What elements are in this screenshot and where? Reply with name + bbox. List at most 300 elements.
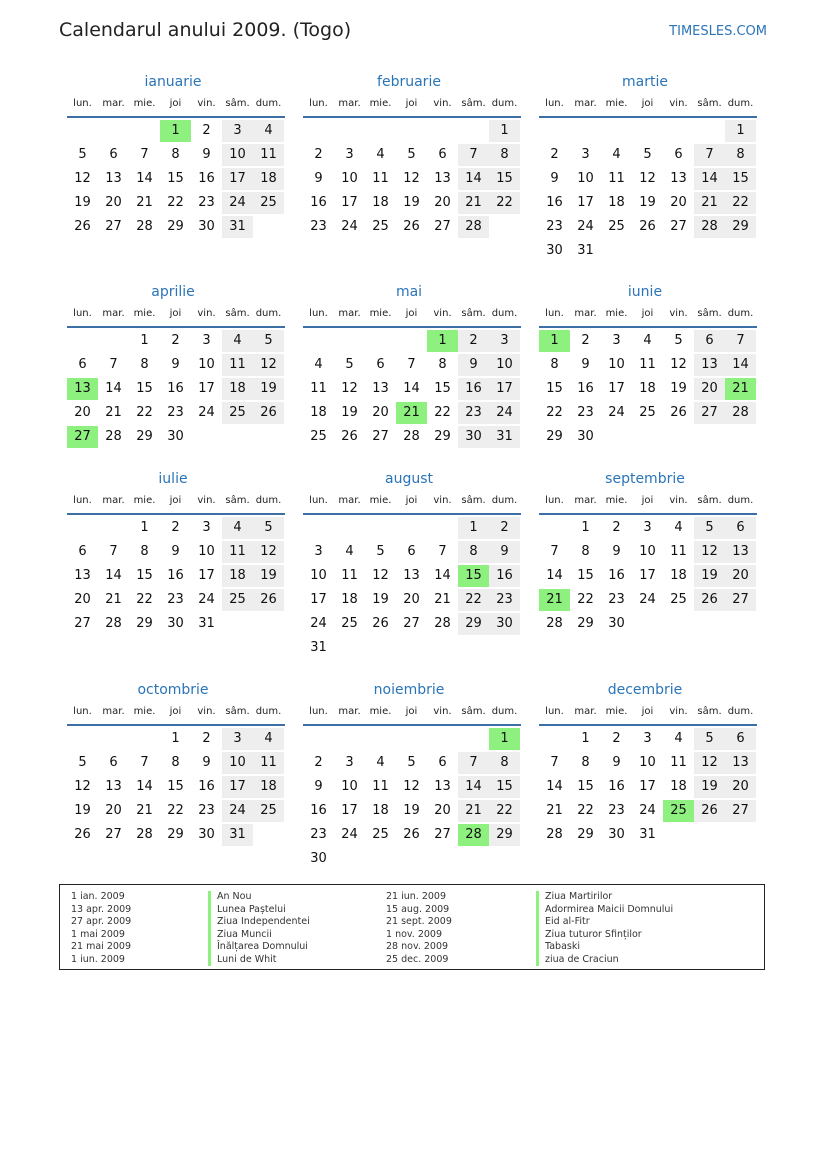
day-cell: 11 [222, 354, 253, 376]
day-cell: 16 [577, 381, 594, 396]
day-cell: 1 [489, 120, 520, 142]
day-cell: 11 [341, 568, 358, 583]
day-cell: 8 [458, 541, 489, 563]
month-name: decembrie [607, 682, 683, 698]
day-cell: 16 [489, 565, 520, 587]
legend-holiday-name: ziua de Craciun [536, 954, 673, 967]
legend-holiday-date: 28 nov. 2009 [386, 941, 449, 952]
day-cell: 25 [372, 827, 389, 842]
weekday-label: mar. [574, 308, 597, 319]
day-cell: 9 [489, 541, 520, 563]
day-cell: 20 [725, 776, 756, 798]
day-cell: 8 [550, 357, 559, 372]
day-cell: 15 [489, 776, 520, 798]
day-cell: 31 [222, 216, 253, 238]
day-cell: 8 [140, 357, 149, 372]
legend-holiday-name: Ziua Martirilor [536, 891, 673, 904]
day-cell: 18 [372, 195, 389, 210]
day-cell: 26 [74, 219, 91, 234]
day-cell: 11 [253, 752, 284, 774]
day-cell: 12 [74, 779, 91, 794]
day-cell: 27 [670, 219, 687, 234]
day-cell: 27 [725, 589, 756, 611]
day-cell: 15 [167, 171, 184, 186]
legend-names-right [536, 891, 673, 966]
day-cell: 23 [489, 589, 520, 611]
weekday-label: mar. [574, 98, 597, 109]
day-cell: 30 [198, 827, 215, 842]
month-name: iunie [627, 284, 663, 300]
day-cell: 28 [403, 429, 420, 444]
day-cell: 29 [577, 827, 594, 842]
weekday-label: vin. [433, 706, 452, 717]
weekday-label: sâm. [461, 706, 486, 717]
weekday-label: mie. [133, 308, 156, 319]
weekday-label: vin. [669, 706, 688, 717]
weekday-label: sâm. [697, 308, 722, 319]
day-cell: 15 [546, 381, 563, 396]
day-cell: 13 [694, 354, 725, 376]
legend-dates-right [386, 891, 452, 966]
day-cell: 3 [643, 731, 652, 746]
day-cell: 22 [167, 803, 184, 818]
day-cell: 5 [407, 147, 416, 162]
day-cell: 14 [105, 568, 122, 583]
day-cell: 28 [546, 827, 563, 842]
day-cell: 1 [581, 520, 590, 535]
day-cell: 4 [222, 517, 253, 539]
day-cell: 5 [694, 517, 725, 539]
day-cell: 4 [376, 147, 385, 162]
day-cell: 12 [403, 171, 420, 186]
day-cell: 6 [438, 147, 447, 162]
day-cell: 27 [403, 616, 420, 631]
weekday-label: mie. [369, 308, 392, 319]
day-cell: 24 [577, 219, 594, 234]
weekday-header [303, 308, 521, 328]
day-cell: 22 [577, 803, 594, 818]
legend-names-left [208, 891, 310, 966]
day-cell: 7 [725, 330, 756, 352]
legend-holiday-name: Ziua tuturor Sfinților [536, 929, 673, 942]
weekday-label: lun. [309, 495, 328, 506]
day-cell: 25 [222, 589, 253, 611]
day-cell: 21 [458, 192, 489, 214]
weekday-label: dum. [727, 706, 754, 717]
day-cell: 13 [372, 381, 389, 396]
weekday-label: vin. [197, 98, 216, 109]
day-cell: 30 [608, 827, 625, 842]
day-cell: 20 [105, 195, 122, 210]
day-cell: 27 [372, 429, 389, 444]
day-cell: 3 [345, 147, 354, 162]
day-cell: 21 [458, 800, 489, 822]
day-cell: 4 [674, 731, 683, 746]
day-cell: 7 [438, 544, 447, 559]
day-cell: 22 [136, 592, 153, 607]
day-cell: 8 [438, 357, 447, 372]
day-cell: 30 [489, 613, 520, 635]
day-cell: 5 [674, 333, 683, 348]
day-cell: 1 [581, 731, 590, 746]
holiday-day-cell: 28 [458, 824, 489, 846]
weekday-label: mar. [574, 706, 597, 717]
day-cell: 3 [202, 333, 211, 348]
day-cell: 23 [310, 219, 327, 234]
day-cell: 2 [171, 520, 180, 535]
day-cell: 14 [403, 381, 420, 396]
day-cell: 20 [725, 565, 756, 587]
day-cell: 24 [198, 405, 215, 420]
day-cell: 22 [725, 192, 756, 214]
day-cell: 24 [489, 402, 520, 424]
day-cell: 9 [171, 544, 180, 559]
weekday-label: dum. [727, 308, 754, 319]
weekday-label: joi [169, 495, 182, 506]
weekday-header [67, 706, 285, 726]
day-cell: 4 [376, 755, 385, 770]
day-cell: 19 [253, 378, 284, 400]
day-cell: 5 [376, 544, 385, 559]
weekday-label: dum. [491, 98, 518, 109]
day-cell: 6 [376, 357, 385, 372]
day-cell: 6 [78, 357, 87, 372]
day-cell: 3 [345, 755, 354, 770]
day-cell: 26 [694, 589, 725, 611]
day-cell: 19 [403, 803, 420, 818]
day-cell: 29 [546, 429, 563, 444]
day-cell: 14 [458, 168, 489, 190]
day-cell: 14 [434, 568, 451, 583]
day-cell: 27 [105, 219, 122, 234]
day-cell: 10 [639, 544, 656, 559]
weekday-label: sâm. [461, 308, 486, 319]
weekday-label: mar. [338, 495, 361, 506]
legend-holiday-name: Înălțarea Domnului [208, 941, 310, 954]
day-cell: 25 [253, 192, 284, 214]
day-cell: 18 [670, 779, 687, 794]
holiday-day-cell: 25 [663, 800, 694, 822]
weekday-label: joi [169, 98, 182, 109]
legend-holiday-date: 13 apr. 2009 [71, 903, 132, 915]
day-cell: 8 [581, 755, 590, 770]
day-cell: 2 [171, 333, 180, 348]
weekday-label: lun. [545, 495, 564, 506]
day-cell: 26 [694, 800, 725, 822]
day-cell: 24 [310, 616, 327, 631]
day-cell: 30 [608, 616, 625, 631]
day-cell: 10 [577, 171, 594, 186]
day-cell: 11 [670, 544, 687, 559]
day-cell: 11 [670, 755, 687, 770]
day-cell: 12 [372, 568, 389, 583]
day-cell: 26 [639, 219, 656, 234]
day-cell: 21 [105, 592, 122, 607]
day-cell: 10 [310, 568, 327, 583]
weekday-label: dum. [727, 98, 754, 109]
weekday-header [67, 308, 285, 328]
day-cell: 4 [643, 333, 652, 348]
day-cell: 20 [372, 405, 389, 420]
weekday-label: lun. [545, 308, 564, 319]
legend-holiday-date: 1 mai 2009 [71, 928, 125, 940]
day-cell: 5 [253, 330, 284, 352]
day-cell: 31 [639, 827, 656, 842]
legend-holiday-date: 15 aug. 2009 [386, 903, 450, 915]
weekday-label: mar. [102, 98, 125, 109]
weekday-label: mar. [338, 308, 361, 319]
day-cell: 25 [608, 219, 625, 234]
day-cell: 20 [74, 592, 91, 607]
day-cell: 20 [74, 405, 91, 420]
day-cell: 16 [458, 378, 489, 400]
day-cell: 18 [310, 405, 327, 420]
day-cell: 8 [140, 544, 149, 559]
legend-holiday-name: Eid al-Fitr [536, 916, 673, 929]
weekday-header [539, 98, 757, 118]
day-cell: 22 [489, 800, 520, 822]
weekday-label: sâm. [461, 495, 486, 506]
day-cell: 1 [725, 120, 756, 142]
weekday-label: dum. [255, 706, 282, 717]
day-cell: 2 [458, 330, 489, 352]
legend-holiday-name: Lunea Paștelui [208, 904, 310, 917]
legend-holiday-name: Luni de Whit [208, 954, 310, 967]
page-title: Calendarul anului 2009. (Togo) [59, 19, 352, 41]
weekday-label: mar. [338, 98, 361, 109]
day-cell: 16 [167, 568, 184, 583]
holiday-day-cell: 1 [539, 330, 570, 352]
day-cell: 1 [140, 333, 149, 348]
holiday-day-cell: 1 [489, 728, 520, 750]
month-name: septembrie [605, 471, 685, 487]
day-cell: 16 [608, 568, 625, 583]
day-cell: 15 [577, 779, 594, 794]
day-cell: 12 [639, 171, 656, 186]
day-cell: 27 [74, 616, 91, 631]
holiday-day-cell: 21 [725, 378, 756, 400]
weekday-label: vin. [197, 495, 216, 506]
day-cell: 14 [546, 779, 563, 794]
holiday-day-cell: 27 [67, 426, 98, 448]
day-cell: 20 [434, 195, 451, 210]
weekday-label: mie. [133, 706, 156, 717]
day-cell: 19 [74, 195, 91, 210]
weekday-label: dum. [491, 495, 518, 506]
weekday-label: mie. [369, 706, 392, 717]
day-cell: 25 [222, 402, 253, 424]
day-cell: 2 [489, 517, 520, 539]
day-cell: 2 [314, 755, 323, 770]
day-cell: 21 [105, 405, 122, 420]
day-cell: 3 [643, 520, 652, 535]
day-cell: 1 [171, 731, 180, 746]
holiday-day-cell: 21 [539, 589, 570, 611]
weekday-label: lun. [73, 706, 92, 717]
day-cell: 29 [577, 616, 594, 631]
day-cell: 16 [608, 779, 625, 794]
day-cell: 24 [222, 192, 253, 214]
day-cell: 18 [639, 381, 656, 396]
day-cell: 2 [612, 731, 621, 746]
day-cell: 9 [202, 147, 211, 162]
day-cell: 5 [643, 147, 652, 162]
day-cell: 21 [546, 803, 563, 818]
legend-holiday-date: 21 iun. 2009 [386, 891, 447, 902]
day-cell: 24 [341, 219, 358, 234]
day-cell: 15 [434, 381, 451, 396]
weekday-label: sâm. [225, 706, 250, 717]
day-cell: 2 [612, 520, 621, 535]
day-cell: 24 [639, 803, 656, 818]
holiday-day-cell: 13 [67, 378, 98, 400]
day-cell: 7 [458, 144, 489, 166]
day-cell: 8 [581, 544, 590, 559]
day-cell: 29 [167, 827, 184, 842]
day-cell: 3 [202, 520, 211, 535]
day-cell: 18 [222, 565, 253, 587]
day-cell: 15 [725, 168, 756, 190]
day-cell: 14 [458, 776, 489, 798]
weekday-label: joi [641, 706, 654, 717]
weekday-label: mie. [369, 98, 392, 109]
day-cell: 24 [639, 592, 656, 607]
day-cell: 28 [105, 616, 122, 631]
day-cell: 4 [345, 544, 354, 559]
day-cell: 22 [577, 592, 594, 607]
day-cell: 20 [434, 803, 451, 818]
weekday-label: mie. [605, 308, 628, 319]
day-cell: 19 [372, 592, 389, 607]
weekday-header [303, 98, 521, 118]
day-cell: 10 [489, 354, 520, 376]
day-cell: 4 [253, 728, 284, 750]
weekday-label: sâm. [697, 706, 722, 717]
legend-holiday-name: Ziua Independentei [208, 916, 310, 929]
day-cell: 2 [550, 147, 559, 162]
day-cell: 9 [171, 357, 180, 372]
day-cell: 11 [608, 171, 625, 186]
weekday-label: sâm. [697, 98, 722, 109]
day-cell: 5 [253, 517, 284, 539]
day-cell: 6 [725, 517, 756, 539]
day-cell: 20 [403, 592, 420, 607]
day-cell: 7 [109, 357, 118, 372]
day-cell: 5 [78, 755, 87, 770]
day-cell: 28 [725, 402, 756, 424]
weekday-label: dum. [255, 495, 282, 506]
day-cell: 7 [694, 144, 725, 166]
day-cell: 31 [198, 616, 215, 631]
day-cell: 2 [314, 147, 323, 162]
day-cell: 28 [434, 616, 451, 631]
day-cell: 27 [725, 800, 756, 822]
day-cell: 3 [222, 120, 253, 142]
day-cell: 25 [341, 616, 358, 631]
day-cell: 23 [167, 405, 184, 420]
day-cell: 18 [222, 378, 253, 400]
day-cell: 24 [608, 405, 625, 420]
day-cell: 11 [372, 779, 389, 794]
day-cell: 12 [74, 171, 91, 186]
day-cell: 5 [694, 728, 725, 750]
weekday-label: lun. [73, 495, 92, 506]
day-cell: 29 [434, 429, 451, 444]
day-cell: 22 [136, 405, 153, 420]
day-cell: 24 [222, 800, 253, 822]
day-cell: 15 [577, 568, 594, 583]
day-cell: 28 [105, 429, 122, 444]
day-cell: 30 [167, 429, 184, 444]
day-cell: 24 [198, 592, 215, 607]
day-cell: 17 [639, 779, 656, 794]
month-name: iulie [158, 471, 188, 487]
day-cell: 30 [310, 851, 327, 866]
weekday-label: vin. [669, 98, 688, 109]
day-cell: 23 [310, 827, 327, 842]
day-cell: 12 [694, 541, 725, 563]
legend-holiday-date: 21 mai 2009 [71, 941, 132, 952]
day-cell: 11 [639, 357, 656, 372]
day-cell: 4 [612, 147, 621, 162]
weekday-header [539, 495, 757, 515]
weekday-label: vin. [433, 98, 452, 109]
weekday-label: mar. [338, 706, 361, 717]
day-cell: 30 [546, 243, 563, 258]
day-cell: 29 [136, 429, 153, 444]
site-link[interactable]: TIMESLES.COM [669, 24, 767, 39]
day-cell: 26 [403, 827, 420, 842]
month-name: octombrie [137, 682, 209, 698]
weekday-header [539, 308, 757, 328]
day-cell: 19 [639, 195, 656, 210]
day-cell: 17 [198, 568, 215, 583]
day-cell: 7 [458, 752, 489, 774]
weekday-label: dum. [255, 308, 282, 319]
weekday-label: mie. [133, 495, 156, 506]
day-cell: 18 [253, 168, 284, 190]
weekday-label: mar. [102, 706, 125, 717]
month-name: mai [395, 284, 423, 300]
legend-holiday-date: 1 nov. 2009 [386, 928, 442, 940]
day-cell: 2 [581, 333, 590, 348]
day-cell: 2 [202, 731, 211, 746]
day-cell: 8 [489, 752, 520, 774]
day-cell: 28 [694, 216, 725, 238]
weekday-label: mar. [574, 495, 597, 506]
holiday-day-cell: 1 [427, 330, 458, 352]
weekday-label: dum. [727, 495, 754, 506]
day-cell: 31 [222, 824, 253, 846]
day-cell: 14 [136, 779, 153, 794]
day-cell: 30 [458, 426, 489, 448]
day-cell: 9 [314, 171, 323, 186]
weekday-label: lun. [309, 706, 328, 717]
day-cell: 26 [372, 616, 389, 631]
day-cell: 11 [310, 381, 327, 396]
weekday-label: joi [405, 706, 418, 717]
day-cell: 26 [74, 827, 91, 842]
day-cell: 17 [577, 195, 594, 210]
day-cell: 1 [140, 520, 149, 535]
day-cell: 11 [372, 171, 389, 186]
day-cell: 7 [140, 147, 149, 162]
day-cell: 8 [171, 147, 180, 162]
day-cell: 21 [434, 592, 451, 607]
weekday-label: sâm. [697, 495, 722, 506]
day-cell: 6 [407, 544, 416, 559]
weekday-label: sâm. [225, 308, 250, 319]
